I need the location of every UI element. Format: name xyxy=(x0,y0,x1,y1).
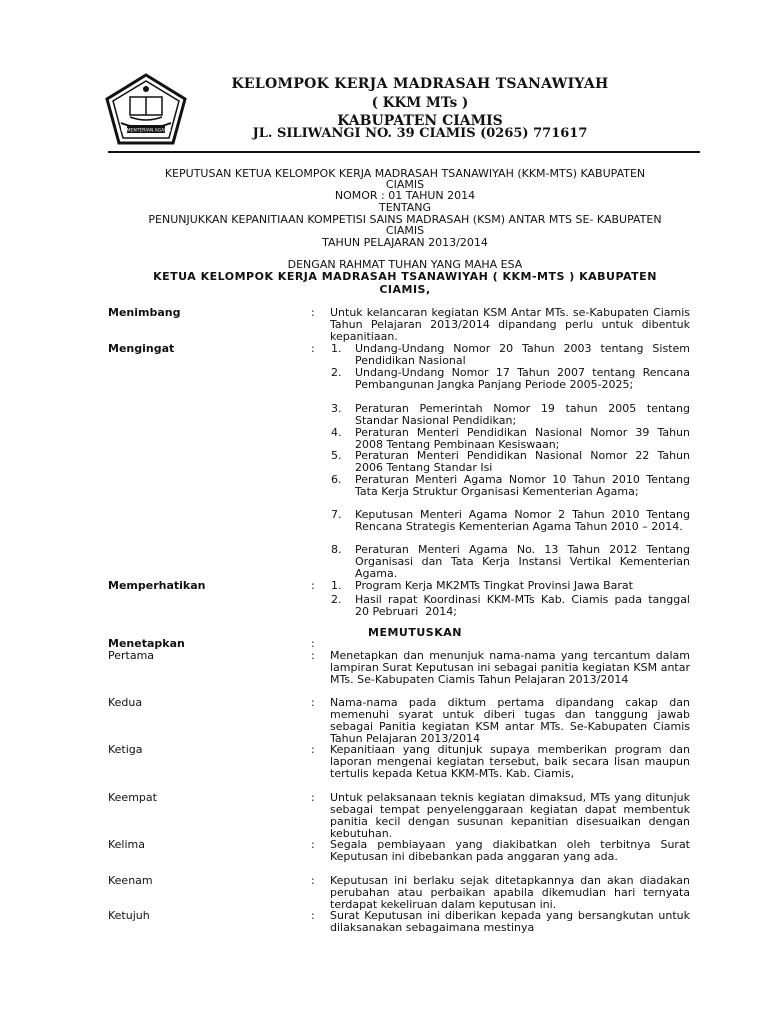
list-item: Peraturan Menteri Pendidikan Nasional Nomor 22 Tahun 2006 Tentang Standar Isi xyxy=(355,449,690,474)
article-colon: : xyxy=(311,696,315,709)
list-item: Keputusan Menteri Agama Nomor 2 Tahun 2010 Tentang Rencana Strategis Kementerian Agama Tahun 2010 – 2014. xyxy=(355,508,690,533)
memutuskan-heading: MEMUTUSKAN xyxy=(368,626,462,639)
article-colon: : xyxy=(311,909,315,922)
list-item: Peraturan Pemerintah Nomor 19 tahun 2005 tentang Standar Nasional Pendidikan; xyxy=(355,402,690,427)
article-label: Keenam xyxy=(108,874,153,887)
list-item: Undang-Undang Nomor 17 Tahun 2007 tentang Rencana Pembangunan Jangka Panjang Periode 2005-2025; xyxy=(355,366,690,391)
article-text: Surat Keputusan ini diberikan kepada yang bersangkutan untuk dilaksanakan sebagaimana mestinya xyxy=(330,909,690,934)
list-number: 1. xyxy=(331,342,342,355)
decree-title-1b: CIAMIS xyxy=(385,178,425,191)
article-label: Keempat xyxy=(108,791,157,804)
org-address: JL. SILIWANGI NO. 39 CIAMIS (0265) 771617 xyxy=(252,126,588,141)
list-number: 3. xyxy=(331,402,342,415)
article-label: Ketiga xyxy=(108,743,143,756)
list-item: Undang-Undang Nomor 20 Tahun 2003 tentang Sistem Pendidikan Nasional xyxy=(355,342,690,367)
list-item: Peraturan Menteri Pendidikan Nasional Nomor 39 Tahun 2008 Tentang Pembinaan Kesiswaan; xyxy=(355,426,690,451)
logo-caption: KEMENTERIAN AGAMA xyxy=(120,128,172,134)
list-item: Hasil rapat Koordinasi KKM-MTs Kab. Ciamis pada tanggal 20 Pebruari 2014; xyxy=(355,593,725,618)
mengingat-colon: : xyxy=(311,342,315,355)
memperhatikan-label: Memperhatikan xyxy=(108,579,206,592)
list-item: Program Kerja MK2MTs Tingkat Provinsi Jawa Barat xyxy=(355,579,633,592)
menimbang-label: Menimbang xyxy=(108,306,181,319)
article-label: Ketujuh xyxy=(108,909,150,922)
menimbang-text: Untuk kelancaran kegiatan KSM Antar MTs. se-Kabupaten Ciamis Tahun Pelajaran 2013/2014 dipandang perlu untuk dibentuk kepanitiaan. xyxy=(330,306,690,343)
list-item: Peraturan Menteri Agama Nomor 10 Tahun 2010 Tentang Tata Kerja Struktur Organisasi Kementerian Agama; xyxy=(355,473,690,498)
org-abbrev: ( KKM MTs ) xyxy=(371,95,469,111)
list-number: 2. xyxy=(331,593,342,606)
article-text: Untuk pelaksanaan teknis kegiatan dimaksud, MTs yang ditunjuk sebagai tempat penyelenggaraan kegiatan dapat membentuk panitia kecil dengan susunan kepanitian disesuaikan dengan kebutuhan. xyxy=(330,791,690,840)
decree-year: TAHUN PELAJARAN 2013/2014 xyxy=(322,236,488,249)
decree-subject: PENUNJUKKAN KEPANITIAAN KOMPETISI SAINS MADRASAH (KSM) ANTAR MTS SE- KABUPATEN xyxy=(148,213,662,226)
org-name: KELOMPOK KERJA MADRASAH TSANAWIYAH xyxy=(231,76,609,92)
list-number: 5. xyxy=(331,449,342,462)
menimbang-colon: : xyxy=(311,306,315,319)
article-colon: : xyxy=(311,743,315,756)
mengingat-label: Mengingat xyxy=(108,342,175,355)
kemenag-logo xyxy=(103,73,189,145)
list-item: Peraturan Menteri Agama No. 13 Tahun 2012 Tentang Organisasi dan Tata Kerja Instansi Vertikal Kementerian Agama. xyxy=(355,543,690,580)
ketua-line-b: CIAMIS, xyxy=(379,283,431,296)
decree-tentang: TENTANG xyxy=(378,201,432,214)
list-number: 7. xyxy=(331,508,342,521)
org-region: KABUPATEN CIAMIS xyxy=(337,113,503,129)
article-label: Pertama xyxy=(108,649,155,662)
decree-subject-b: CIAMIS xyxy=(385,224,425,237)
article-colon: : xyxy=(311,874,315,887)
article-text: Keputusan ini berlaku sejak ditetapkannya dan akan diadakan perubahan atau perbaikan apabila dikemudian hari ternyata terdapat kekeliruan dalam keputusan ini. xyxy=(330,874,690,911)
article-label: Kelima xyxy=(108,838,146,851)
article-text: Segala pembiayaan yang diakibatkan oleh terbitnya Surat Keputusan ini dibebankan pada anggaran yang ada. xyxy=(330,838,690,863)
article-label: Kedua xyxy=(108,696,143,709)
list-number: 2. xyxy=(331,366,342,379)
list-number: 4. xyxy=(331,426,342,439)
list-number: 1. xyxy=(331,579,342,592)
article-text: Kepanitiaan yang ditunjuk supaya memberikan program dan laporan mengenai kegiatan tersebut, baik secara lisan maupun tertulis kepada Ketua KKM-MTs. Kab. Ciamis, xyxy=(330,743,690,780)
ketua-line: KETUA KELOMPOK KERJA MADRASAH TSANAWIYAH ( KKM-MTS ) KABUPATEN xyxy=(153,270,657,283)
list-number: 8. xyxy=(331,543,342,556)
decree-title-1: KEPUTUSAN KETUA KELOMPOK KERJA MADRASAH TSANAWIYAH (KKM-MTS) KABUPATEN xyxy=(164,167,646,180)
article-text: Nama-nama pada diktum pertama dipandang cakap dan memenuhi syarat untuk diberi tugas dan tanggung jawab sebagai Panitia kegiatan KSM antar MTs. Se-Kabupaten Ciamis Tahun Pelajaran 2013/2014 xyxy=(330,696,690,745)
memperhatikan-colon: : xyxy=(311,579,315,592)
article-text: Menetapkan dan menunjuk nama-nama yang tercantum dalam lampiran Surat Keputusan ini sebagai panitia kegiatan KSM antar MTs. Se-Kabupaten Ciamis Tahun Pelajaran 2013/2014 xyxy=(330,649,690,686)
decree-number: NOMOR : 01 TAHUN 2014 xyxy=(334,189,476,202)
menetapkan-label: Menetapkan xyxy=(108,637,185,650)
header-divider xyxy=(108,151,700,153)
article-colon: : xyxy=(311,649,315,662)
menetapkan-colon: : xyxy=(311,637,315,650)
rahmat-line: DENGAN RAHMAT TUHAN YANG MAHA ESA xyxy=(287,258,523,271)
list-number: 6. xyxy=(331,473,342,486)
article-colon: : xyxy=(311,791,315,804)
article-colon: : xyxy=(311,838,315,851)
